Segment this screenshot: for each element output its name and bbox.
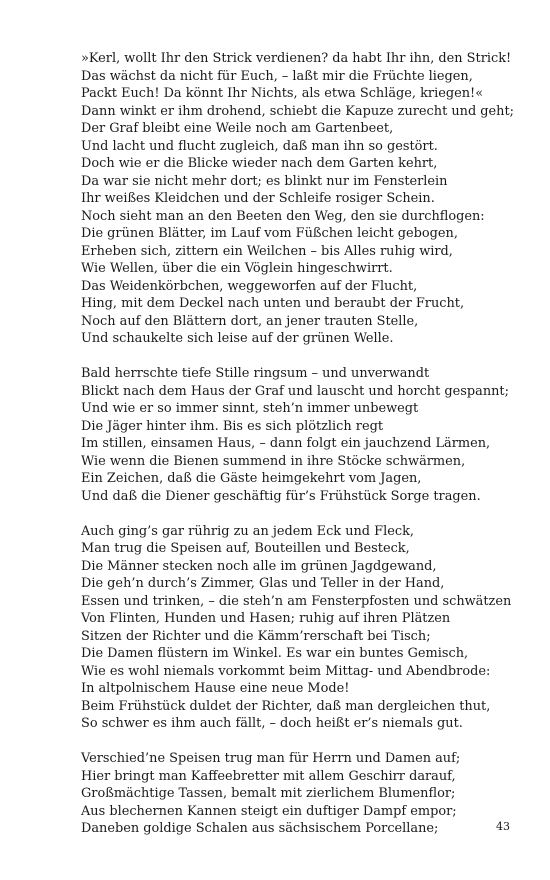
stanza-gap [81,348,521,366]
verse-line: Im stillen, einsamen Haus, – dann folgt ein jauchzend Lärmen, [81,436,491,451]
verse-line: Blickt nach dem Haus der Graf und lauscht und horcht gespannt; [81,383,509,399]
verse-line: Verschied’ne Speisen trug man für Herrn und Damen auf; [81,751,461,766]
stanza [81,750,521,838]
verse-line: Auch ging’s gar rührig zu an jedem Eck und Fleck, [81,523,414,539]
verse-line: Wie es wohl niemals vorkommt beim Mittag- und Abendbrode: [81,663,491,679]
verse-line: Und lacht und flucht zugleich, daß man ihn so gestört. [81,138,438,154]
verse-line: Wie wenn die Bienen summend in ihre Stöcke schwärmen, [81,453,466,469]
verse-line: »Kerl, wollt Ihr den Strick verdienen? da habt Ihr ihn, den Strick! [81,51,512,66]
verse-line: Die grünen Blätter, im Lauf vom Füßchen leicht gebogen, [81,226,458,241]
verse-line: Bald herrschte tiefe Stille ringsum – und unverwandt [81,366,430,381]
verse-line: In altpolnischem Hause eine neue Mode! [81,681,350,696]
verse-line: Ihr weißes Kleidchen und der Schleife rosiger Schein. [81,191,435,206]
stanza [81,365,521,505]
verse-line: Da war sie nicht mehr dort; es blinkt nur im Fensterlein [81,173,448,189]
verse-line: Noch sieht man an den Beeten den Weg, den sie durchflogen: [81,208,485,224]
verse-line: Sitzen der Richter und die Kämm’rerschaft bei Tisch; [81,628,431,644]
stanza [81,50,521,348]
verse-line: Wie Wellen, über die ein Vöglein hingeschwirrt. [81,261,393,276]
verse-line: Das Weidenkörbchen, weggeworfen auf der Flucht, [81,278,418,294]
verse-line: Hier bringt man Kaffeebretter mit allem Geschirr darauf, [81,768,456,784]
page-number: 43 [496,820,510,833]
poem-text [81,50,521,838]
verse-line: Und wie er so immer sinnt, steh’n immer unbewegt [81,401,419,416]
verse-line: So schwer es ihm auch fällt, – doch heißt er’s niemals gut. [81,716,463,731]
verse-line: Hing, mit dem Deckel nach unten und beraubt der Frucht, [81,296,465,311]
verse-line: Packt Euch! Da könnt Ihr Nichts, als etwa Schläge, kriegen!« [81,86,484,101]
verse-line: Der Graf bleibt eine Weile noch am Gartenbeet, [81,121,394,136]
verse-line: Doch wie er die Blicke wieder nach dem Garten kehrt, [81,156,438,171]
verse-line: Essen und trinken, – die steh’n am Fensterpfosten und schwätzen [81,593,512,609]
verse-line: Aus blechernen Kannen steigt ein duftiger Dampf empor; [81,803,457,819]
verse-line: Die geh’n durch’s Zimmer, Glas und Teller in der Hand, [81,576,445,591]
verse-line: Beim Frühstück duldet der Richter, daß man dergleichen thut, [81,698,491,714]
verse-line: Noch auf den Blättern dort, an jener trauten Stelle, [81,313,419,329]
verse-line: Erheben sich, zittern ein Weilchen – bis Alles ruhig wird, [81,243,453,259]
stanza-gap [81,733,521,751]
verse-line: Die Damen flüstern im Winkel. Es war ein buntes Gemisch, [81,646,469,661]
stanza-gap [81,505,521,523]
verse-line: Und schaukelte sich leise auf der grünen Welle. [81,331,394,346]
verse-line: Die Männer stecken noch alle im grünen Jagdgewand, [81,558,437,574]
verse-line: Von Flinten, Hunden und Hasen; ruhig auf ihren Plätzen [81,611,451,626]
verse-line: Das wächst da nicht für Euch, – laßt mir die Früchte liegen, [81,68,473,84]
verse-line: Man trug die Speisen auf, Bouteillen und Besteck, [81,541,410,556]
verse-line: Ein Zeichen, daß die Gäste heimgekehrt vom Jagen, [81,471,422,486]
verse-line: Und daß die Diener geschäftig für’s Frühstück Sorge tragen. [81,488,481,504]
verse-line: Die Jäger hinter ihm. Bis es sich plötzlich regt [81,418,384,434]
verse-line: Daneben goldige Schalen aus sächsischem Porcellane; [81,821,439,836]
stanza [81,523,521,733]
verse-line: Dann winkt er ihm drohend, schiebt die Kapuze zurecht und geht; [81,103,515,119]
verse-line: Großmächtige Tassen, bemalt mit zierlichem Blumenflor; [81,786,456,801]
